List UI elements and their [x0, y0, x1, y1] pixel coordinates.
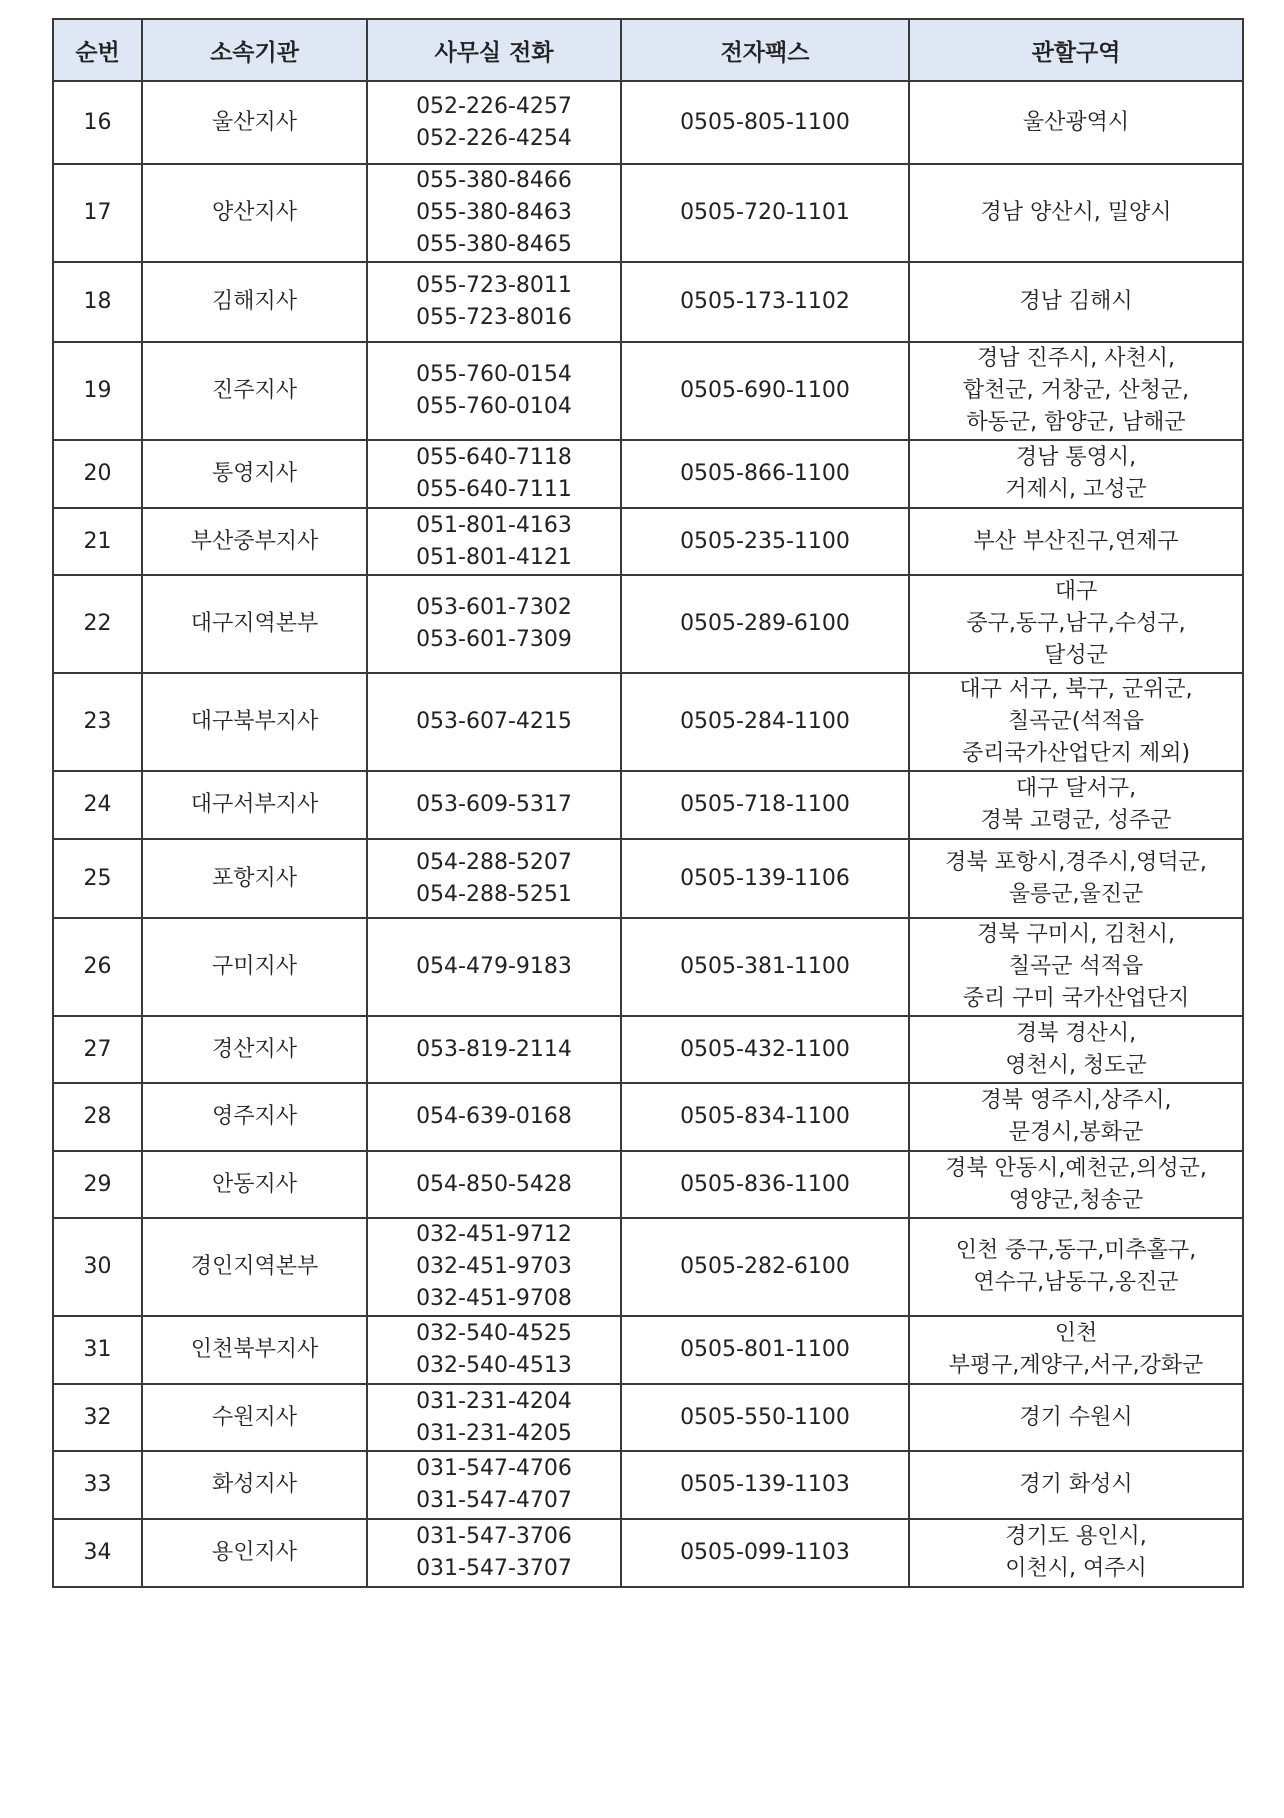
header-row — [53, 19, 1243, 81]
office-phone-cell: 053-819-2114 — [367, 1016, 621, 1083]
row-number-cell: 32 — [53, 1384, 142, 1451]
table-row — [53, 1316, 1243, 1384]
row-number-cell: 16 — [53, 81, 142, 164]
office-phone-cell: 055-380-8466 055-380-8463 055-380-8465 — [367, 164, 621, 262]
office-phone-cell: 053-607-4215 — [367, 673, 621, 771]
row-number-cell: 19 — [53, 342, 142, 440]
jurisdiction-area-cell: 인천 중구,동구,미추홀구, 연수구,남동구,옹진군 — [909, 1218, 1243, 1316]
office-phone-cell: 031-547-4706 031-547-4707 — [367, 1451, 621, 1519]
office-fax-cell: 0505-690-1100 — [621, 342, 909, 440]
row-number-cell: 17 — [53, 164, 142, 262]
office-fax-cell: 0505-718-1100 — [621, 771, 909, 839]
row-number-cell: 22 — [53, 575, 142, 673]
office-phone-cell: 051-801-4163 051-801-4121 — [367, 508, 621, 575]
table-row — [53, 440, 1243, 508]
office-phone-cell: 032-451-9712 032-451-9703 032-451-9708 — [367, 1218, 621, 1316]
office-fax-cell: 0505-866-1100 — [621, 440, 909, 508]
table-row — [53, 342, 1243, 440]
jurisdiction-area-cell: 경북 안동시,예천군,의성군, 영양군,청송군 — [909, 1151, 1243, 1218]
office-phone-cell: 031-547-3706 031-547-3707 — [367, 1519, 621, 1587]
office-name-cell: 안동지사 — [142, 1151, 367, 1218]
row-number-cell: 27 — [53, 1016, 142, 1083]
row-number-cell: 34 — [53, 1519, 142, 1587]
office-name-cell: 수원지사 — [142, 1384, 367, 1451]
row-number-cell: 18 — [53, 262, 142, 342]
row-number-cell: 31 — [53, 1316, 142, 1384]
office-fax-cell: 0505-099-1103 — [621, 1519, 909, 1587]
jurisdiction-area-cell: 대구 서구, 북구, 군위군, 칠곡군(석적읍 중리국가산업단지 제외) — [909, 673, 1243, 771]
jurisdiction-area-cell: 경남 통영시, 거제시, 고성군 — [909, 440, 1243, 508]
office-fax-cell: 0505-550-1100 — [621, 1384, 909, 1451]
table-row — [53, 1218, 1243, 1316]
office-fax-cell: 0505-289-6100 — [621, 575, 909, 673]
office-fax-cell: 0505-432-1100 — [621, 1016, 909, 1083]
office-name-cell: 포항지사 — [142, 839, 367, 918]
office-fax-cell: 0505-282-6100 — [621, 1218, 909, 1316]
office-directory-page — [52, 18, 1242, 1588]
table-row — [53, 673, 1243, 771]
table-row — [53, 839, 1243, 918]
office-phone-cell: 054-479-9183 — [367, 918, 621, 1016]
table-row — [53, 508, 1243, 575]
row-number-cell: 33 — [53, 1451, 142, 1519]
jurisdiction-area-cell: 경기 화성시 — [909, 1451, 1243, 1519]
jurisdiction-area-cell: 경기 수원시 — [909, 1384, 1243, 1451]
office-name-cell: 부산중부지사 — [142, 508, 367, 575]
jurisdiction-area-cell: 경북 경산시, 영천시, 청도군 — [909, 1016, 1243, 1083]
row-number-cell: 21 — [53, 508, 142, 575]
office-phone-cell: 053-609-5317 — [367, 771, 621, 839]
office-name-cell: 통영지사 — [142, 440, 367, 508]
row-number-cell: 20 — [53, 440, 142, 508]
table-row — [53, 1384, 1243, 1451]
table-header — [53, 19, 1243, 81]
table-row — [53, 1451, 1243, 1519]
office-name-cell: 대구북부지사 — [142, 673, 367, 771]
row-number-cell: 28 — [53, 1083, 142, 1151]
jurisdiction-area-cell: 경북 구미시, 김천시, 칠곡군 석적읍 중리 구미 국가산업단지 — [909, 918, 1243, 1016]
table-row — [53, 1151, 1243, 1218]
office-phone-cell: 054-288-5207 054-288-5251 — [367, 839, 621, 918]
table-row — [53, 918, 1243, 1016]
table-row — [53, 164, 1243, 262]
table-row — [53, 81, 1243, 164]
office-name-cell: 김해지사 — [142, 262, 367, 342]
jurisdiction-area-cell: 경북 포항시,경주시,영덕군, 울릉군,울진군 — [909, 839, 1243, 918]
table-row — [53, 1016, 1243, 1083]
jurisdiction-area-cell: 경북 영주시,상주시, 문경시,봉화군 — [909, 1083, 1243, 1151]
table-row — [53, 575, 1243, 673]
row-number-cell: 23 — [53, 673, 142, 771]
header-fax: 전자팩스 — [621, 19, 909, 81]
row-number-cell: 25 — [53, 839, 142, 918]
office-name-cell: 대구지역본부 — [142, 575, 367, 673]
jurisdiction-area-cell: 울산광역시 — [909, 81, 1243, 164]
row-number-cell: 24 — [53, 771, 142, 839]
office-fax-cell: 0505-801-1100 — [621, 1316, 909, 1384]
row-number-cell: 29 — [53, 1151, 142, 1218]
office-phone-cell: 054-850-5428 — [367, 1151, 621, 1218]
office-fax-cell: 0505-381-1100 — [621, 918, 909, 1016]
header-area: 관할구역 — [909, 19, 1243, 81]
jurisdiction-area-cell: 경기도 용인시, 이천시, 여주시 — [909, 1519, 1243, 1587]
office-name-cell: 경산지사 — [142, 1016, 367, 1083]
header-org: 소속기관 — [142, 19, 367, 81]
office-phone-cell: 053-601-7302 053-601-7309 — [367, 575, 621, 673]
table-body — [53, 81, 1243, 1587]
office-name-cell: 화성지사 — [142, 1451, 367, 1519]
office-name-cell: 양산지사 — [142, 164, 367, 262]
jurisdiction-area-cell: 대구 달서구, 경북 고령군, 성주군 — [909, 771, 1243, 839]
office-phone-cell: 055-640-7118 055-640-7111 — [367, 440, 621, 508]
office-phone-cell: 052-226-4257 052-226-4254 — [367, 81, 621, 164]
jurisdiction-area-cell: 경남 양산시, 밀양시 — [909, 164, 1243, 262]
header-tel: 사무실 전화 — [367, 19, 621, 81]
jurisdiction-area-cell: 대구 중구,동구,남구,수성구, 달성군 — [909, 575, 1243, 673]
office-name-cell: 구미지사 — [142, 918, 367, 1016]
office-fax-cell: 0505-720-1101 — [621, 164, 909, 262]
office-name-cell: 인천북부지사 — [142, 1316, 367, 1384]
office-fax-cell: 0505-805-1100 — [621, 81, 909, 164]
office-fax-cell: 0505-284-1100 — [621, 673, 909, 771]
office-fax-cell: 0505-834-1100 — [621, 1083, 909, 1151]
office-directory-table — [52, 18, 1244, 1588]
office-phone-cell: 055-760-0154 055-760-0104 — [367, 342, 621, 440]
office-name-cell: 경인지역본부 — [142, 1218, 367, 1316]
office-phone-cell: 031-231-4204 031-231-4205 — [367, 1384, 621, 1451]
office-name-cell: 진주지사 — [142, 342, 367, 440]
header-no: 순번 — [53, 19, 142, 81]
table-row — [53, 1083, 1243, 1151]
jurisdiction-area-cell: 부산 부산진구,연제구 — [909, 508, 1243, 575]
office-phone-cell: 055-723-8011 055-723-8016 — [367, 262, 621, 342]
office-phone-cell: 054-639-0168 — [367, 1083, 621, 1151]
table-row — [53, 262, 1243, 342]
office-fax-cell: 0505-235-1100 — [621, 508, 909, 575]
table-row — [53, 771, 1243, 839]
office-name-cell: 영주지사 — [142, 1083, 367, 1151]
office-fax-cell: 0505-139-1103 — [621, 1451, 909, 1519]
office-fax-cell: 0505-836-1100 — [621, 1151, 909, 1218]
office-name-cell: 대구서부지사 — [142, 771, 367, 839]
office-fax-cell: 0505-173-1102 — [621, 262, 909, 342]
row-number-cell: 26 — [53, 918, 142, 1016]
office-name-cell: 용인지사 — [142, 1519, 367, 1587]
office-phone-cell: 032-540-4525 032-540-4513 — [367, 1316, 621, 1384]
table-row — [53, 1519, 1243, 1587]
jurisdiction-area-cell: 인천 부평구,계양구,서구,강화군 — [909, 1316, 1243, 1384]
office-name-cell: 울산지사 — [142, 81, 367, 164]
office-fax-cell: 0505-139-1106 — [621, 839, 909, 918]
row-number-cell: 30 — [53, 1218, 142, 1316]
jurisdiction-area-cell: 경남 김해시 — [909, 262, 1243, 342]
jurisdiction-area-cell: 경남 진주시, 사천시, 합천군, 거창군, 산청군, 하동군, 함양군, 남해군 — [909, 342, 1243, 440]
